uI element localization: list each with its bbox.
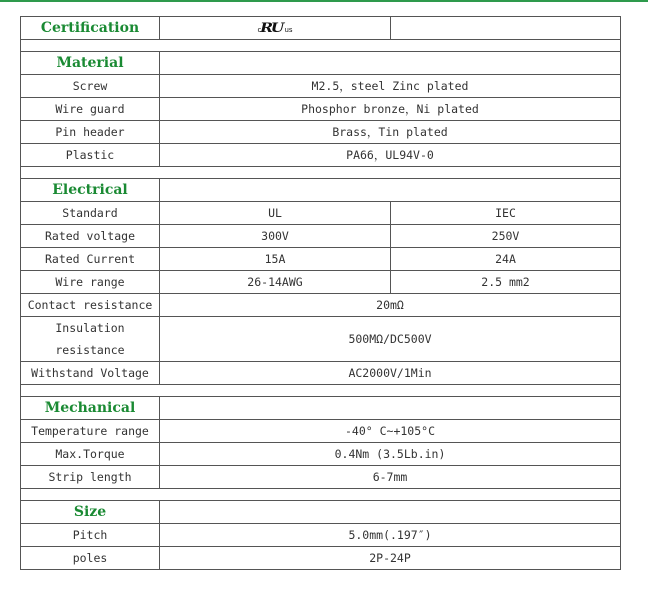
ul-logo-mark: RU: [260, 20, 283, 36]
ul-value: 300V: [160, 225, 391, 248]
electrical-header-row: [21, 179, 621, 202]
ul-logo-c: c: [257, 25, 262, 34]
row-value: 5.0mm(.197″): [160, 524, 621, 547]
row-label: Insulation resistance: [21, 317, 160, 362]
mechanical-heading: Mechanical: [21, 397, 160, 420]
table-row: [21, 443, 621, 466]
table-row: [21, 121, 621, 144]
row-value: 2P-24P: [160, 547, 621, 570]
empty-cell: [160, 179, 621, 202]
spacer-row: [21, 385, 621, 397]
iec-value: 24A: [391, 248, 621, 271]
table-row: [21, 362, 621, 385]
size-heading: Size: [21, 501, 160, 524]
row-label: Strip length: [21, 466, 160, 489]
row-label: Temperature range: [21, 420, 160, 443]
iec-value: IEC: [391, 202, 621, 225]
row-label: Plastic: [21, 144, 160, 167]
row-label: Max.Torque: [21, 443, 160, 466]
empty-cell: [160, 52, 621, 75]
row-label: poles: [21, 547, 160, 570]
table-row: [21, 202, 621, 225]
iec-value: 2.5 mm2: [391, 271, 621, 294]
spec-table: [20, 16, 621, 570]
material-heading: Material: [21, 52, 160, 75]
row-label: Pitch: [21, 524, 160, 547]
ul-logo-cell: [160, 17, 391, 40]
row-value: M2.5，steel Zinc plated: [160, 75, 621, 98]
spacer-row: [21, 167, 621, 179]
spacer-row: [21, 489, 621, 501]
mechanical-header-row: [21, 397, 621, 420]
table-row: [21, 547, 621, 570]
table-row: [21, 271, 621, 294]
row-label: Pin header: [21, 121, 160, 144]
row-value: Brass，Tin plated: [160, 121, 621, 144]
ul-certification-logo: [257, 21, 292, 36]
row-value: 500MΩ/DC500V: [160, 317, 621, 362]
row-value: 0.4Nm (3.5Lb.in): [160, 443, 621, 466]
certification-heading: Certification: [21, 17, 160, 40]
table-row: [21, 248, 621, 271]
table-row: [21, 466, 621, 489]
table-row: [21, 75, 621, 98]
row-label: Wire guard: [21, 98, 160, 121]
row-value: 20mΩ: [160, 294, 621, 317]
table-row: [21, 144, 621, 167]
row-value: 6-7mm: [160, 466, 621, 489]
electrical-heading: Electrical: [21, 179, 160, 202]
ul-logo-us: us: [284, 25, 293, 34]
row-label: Contact resistance: [21, 294, 160, 317]
material-header-row: [21, 52, 621, 75]
spacer-row: [21, 40, 621, 52]
row-label: Rated Current: [21, 248, 160, 271]
accent-line: [0, 0, 648, 2]
row-label: Wire range: [21, 271, 160, 294]
table-row: [21, 317, 621, 362]
certification-row: [21, 17, 621, 40]
table-row: [21, 225, 621, 248]
table-row: [21, 524, 621, 547]
row-label: Rated voltage: [21, 225, 160, 248]
table-row: [21, 294, 621, 317]
row-label: Standard: [21, 202, 160, 225]
empty-cell: [160, 501, 621, 524]
row-value: PA66，UL94V-0: [160, 144, 621, 167]
row-value: Phosphor bronze，Ni plated: [160, 98, 621, 121]
row-label: Withstand Voltage: [21, 362, 160, 385]
empty-cell: [391, 17, 621, 40]
empty-cell: [160, 397, 621, 420]
table-row: [21, 98, 621, 121]
table-row: [21, 420, 621, 443]
ul-value: 15A: [160, 248, 391, 271]
ul-value: UL: [160, 202, 391, 225]
iec-value: 250V: [391, 225, 621, 248]
size-header-row: [21, 501, 621, 524]
row-value: -40° C~+105°C: [160, 420, 621, 443]
ul-value: 26-14AWG: [160, 271, 391, 294]
row-value: AC2000V/1Min: [160, 362, 621, 385]
row-label: Screw: [21, 75, 160, 98]
